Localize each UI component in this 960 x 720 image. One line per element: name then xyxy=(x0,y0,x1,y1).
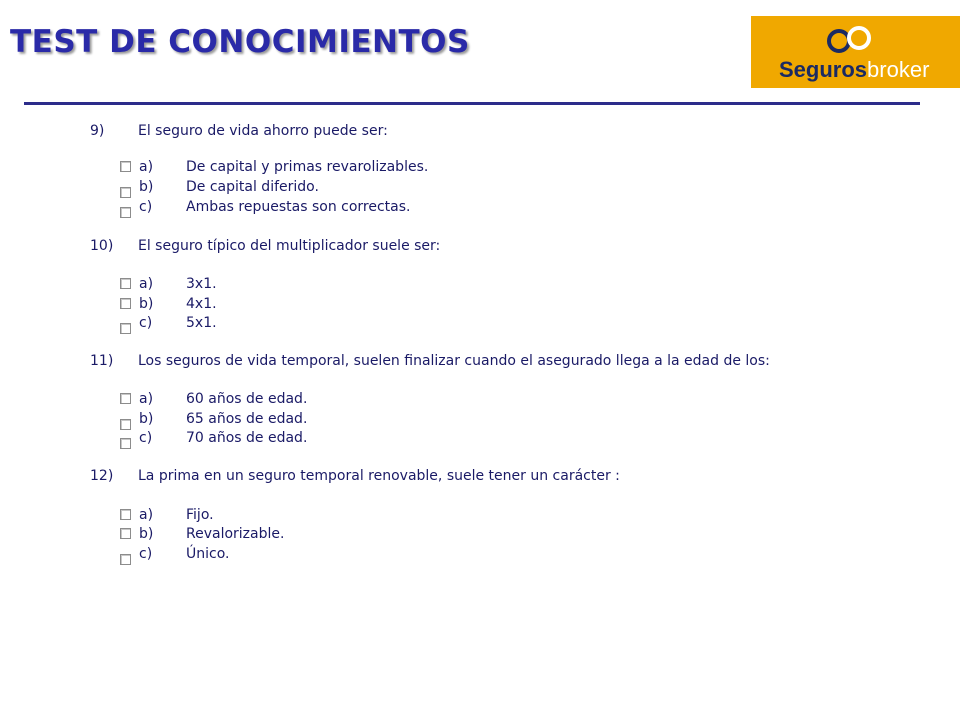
answer-checkbox[interactable] xyxy=(120,161,131,172)
answer-text: De capital y primas revarolizables. xyxy=(186,159,429,175)
logo-rings-icon xyxy=(827,26,873,56)
answer-letter: b) xyxy=(139,411,154,427)
answer-text: Revalorizable. xyxy=(186,526,285,542)
answer-checkbox[interactable] xyxy=(120,187,131,198)
answer-checkbox[interactable] xyxy=(120,554,131,565)
answer-checkbox[interactable] xyxy=(120,509,131,520)
answer-letter: b) xyxy=(139,296,154,312)
answer-letter: a) xyxy=(139,159,154,175)
answer-checkbox[interactable] xyxy=(120,419,131,430)
answer-checkbox[interactable] xyxy=(120,393,131,404)
question-number: 12) xyxy=(90,468,114,484)
answer-text: Ambas repuestas son correctas. xyxy=(186,199,411,215)
answer-text: 65 años de edad. xyxy=(186,411,308,427)
question-number: 9) xyxy=(90,123,105,139)
answer-checkbox[interactable] xyxy=(120,438,131,449)
answer-letter: c) xyxy=(139,546,153,562)
question-text: La prima en un seguro temporal renovable, suele tener un carácter : xyxy=(138,468,620,484)
answer-letter: c) xyxy=(139,199,153,215)
page-title: TEST DE CONOCIMIENTOS xyxy=(10,24,470,60)
segurosbroker-logo xyxy=(751,16,960,88)
answer-checkbox[interactable] xyxy=(120,298,131,309)
answer-checkbox[interactable] xyxy=(120,278,131,289)
answer-text: 5x1. xyxy=(186,315,217,331)
answer-letter: b) xyxy=(139,526,154,542)
answer-letter: b) xyxy=(139,179,154,195)
question-number: 10) xyxy=(90,238,114,254)
answer-letter: c) xyxy=(139,315,153,331)
answer-checkbox[interactable] xyxy=(120,207,131,218)
answer-text: De capital diferido. xyxy=(186,179,319,195)
answer-letter: a) xyxy=(139,391,154,407)
answer-text: 60 años de edad. xyxy=(186,391,308,407)
answer-checkbox[interactable] xyxy=(120,323,131,334)
answer-letter: c) xyxy=(139,430,153,446)
header-divider xyxy=(24,102,920,105)
answer-text: 70 años de edad. xyxy=(186,430,308,446)
answer-text: 3x1. xyxy=(186,276,217,292)
question-text: Los seguros de vida temporal, suelen finalizar cuando el asegurado llega a la edad de los: xyxy=(138,353,770,369)
answer-letter: a) xyxy=(139,507,154,523)
answer-letter: a) xyxy=(139,276,154,292)
answer-text: Único. xyxy=(186,546,230,562)
answer-checkbox[interactable] xyxy=(120,528,131,539)
question-number: 11) xyxy=(90,353,114,369)
answer-text: Fijo. xyxy=(186,507,214,523)
logo-seguros-text: Seguros xyxy=(779,57,868,82)
logo-broker-text: broker xyxy=(867,57,930,82)
question-text: El seguro de vida ahorro puede ser: xyxy=(138,123,388,139)
answer-text: 4x1. xyxy=(186,296,217,312)
question-text: El seguro típico del multiplicador suele ser: xyxy=(138,238,441,254)
